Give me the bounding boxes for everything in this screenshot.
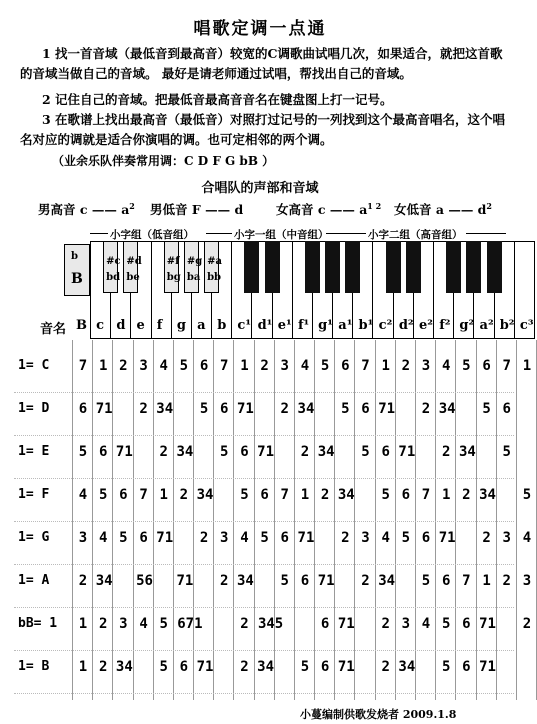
solfege-cell: 5 — [441, 616, 451, 632]
solfege-cell: 3 — [139, 358, 148, 374]
solfege-cell: 5 — [199, 401, 209, 417]
note-name: d¹ — [257, 318, 273, 333]
solfege-cell: 3 — [502, 530, 511, 546]
solfege-cell: 71 — [438, 530, 456, 546]
solfege-cell: 2 — [502, 573, 511, 589]
solfege-cell: 5 — [361, 444, 370, 460]
solfege-cell: 6 — [260, 487, 269, 503]
solfege-cell: 34 — [438, 401, 456, 417]
solfege-cell: 6 — [401, 487, 411, 503]
grid-line — [153, 340, 154, 700]
note-name-header: 音名 — [40, 322, 67, 337]
row-key-label: 1= D — [18, 401, 50, 416]
solfege-cell: 5 — [341, 401, 350, 417]
note-name: g¹ — [318, 318, 333, 333]
group-label-high: 小字二组（高音组） — [368, 229, 463, 241]
note-name: a² — [479, 318, 494, 333]
solfege-cell: 3 — [119, 616, 128, 632]
solfege-cell: 6 — [462, 659, 471, 675]
black-key-label: #c — [106, 256, 121, 267]
solfege-cell: 4 — [78, 487, 88, 503]
solfege-cell: 34 — [378, 573, 396, 589]
note-name: c — [96, 318, 105, 333]
row-key-label: 1= C — [18, 358, 50, 373]
solfege-cell: 3 — [78, 530, 88, 546]
black-key — [164, 241, 179, 293]
solfege-cell: 6 — [502, 401, 511, 417]
grid-line — [274, 340, 275, 700]
solfege-cell: 5 — [220, 444, 229, 460]
grid-line — [233, 340, 234, 700]
grid-line — [334, 340, 335, 700]
row-separator — [14, 650, 514, 651]
solfege-cell: 2 — [482, 530, 491, 546]
row-key-label: 1= B — [18, 659, 50, 674]
solfege-cell: 2 — [260, 358, 269, 374]
solfege-cell: 2 — [240, 659, 249, 675]
black-key — [204, 241, 222, 293]
black-key-label: #g — [186, 256, 203, 267]
solfege-cell: 6 — [361, 401, 370, 417]
solfege-cell: 5 — [441, 659, 451, 675]
grid-line — [112, 340, 113, 700]
black-key-label: bb — [207, 272, 222, 283]
row-separator — [14, 564, 514, 565]
black-key-label: #d — [126, 256, 142, 267]
solfege-cell: 6 — [462, 616, 471, 632]
group-line — [90, 233, 108, 234]
row-separator — [14, 392, 514, 393]
solfege-cell: 345 — [257, 616, 284, 632]
solfege-cell: 6 — [98, 444, 108, 460]
solfege-cell: 2 — [139, 401, 148, 417]
solfege-cell: 71 — [156, 530, 174, 546]
solfege-cell: 7 — [280, 487, 289, 503]
black-key-bb: b B — [64, 244, 90, 296]
solfege-cell: 34 — [257, 659, 275, 675]
solfege-cell: 5 — [119, 530, 128, 546]
solfege-cell: 71 — [196, 659, 214, 675]
solfege-cell: 5 — [320, 358, 330, 374]
solfege-cell: 2 — [320, 487, 330, 503]
black-key — [244, 241, 259, 293]
solfege-cell: 2 — [300, 444, 310, 460]
solfege-cell: 7 — [220, 358, 229, 374]
solfege-cell: 34 — [115, 659, 133, 675]
solfege-cell: 2 — [159, 444, 168, 460]
black-key — [265, 241, 280, 293]
note-name: e¹ — [277, 318, 292, 333]
solfege-cell: 2 — [199, 530, 209, 546]
group-line — [466, 233, 506, 234]
solfege-cell: 1 — [300, 487, 310, 503]
paragraph-2: 2 记住自己的音域。把最低音最高音音名在键盘图上打一记号。 — [42, 92, 393, 107]
grid-line — [435, 340, 436, 700]
solfege-cell: 34 — [176, 444, 194, 460]
grid-line — [92, 340, 93, 700]
page-title: 唱歌定调一点通 — [193, 19, 327, 39]
black-key-label: ba — [186, 272, 201, 283]
paragraph-3: 3 在歌谱上找出最高音（最低音）对照打过记号的一列找到这个最高音唱名，这个唱名对应的调就是适合你演唱的调。也可定相邻的两个调。 — [20, 112, 506, 147]
solfege-cell: 2 — [381, 659, 390, 675]
row-key-label: 1= G — [18, 530, 50, 545]
row-key-label: 1= A — [18, 573, 50, 588]
group-label-low: 小字组（低音组） — [110, 229, 194, 241]
solfege-cell: 1 — [441, 487, 451, 503]
solfege-cell: 6 — [119, 487, 128, 503]
note-name: d — [116, 318, 126, 333]
note-name: d² — [398, 318, 414, 333]
paragraph-1: 1 找一首音域（最低音到最高音）较宽的C调歌曲试唱几次，如果适合，就把这首歌的音域当做自己的音域。 最好是请老师通过试唱，帮找出自己的音域。 — [20, 46, 503, 81]
solfege-cell: 34 — [337, 487, 355, 503]
note-name: a¹ — [338, 318, 353, 333]
black-key-label: bd — [106, 272, 121, 283]
solfege-cell: 5 — [159, 659, 168, 675]
solfege-cell: 7 — [462, 573, 471, 589]
solfege-cell: 34 — [236, 573, 254, 589]
solfege-cell: 7 — [361, 358, 370, 374]
grid-line — [455, 340, 456, 700]
solfege-cell: 5 — [522, 487, 532, 503]
solfege-cell: 2 — [462, 487, 471, 503]
row-separator — [14, 521, 514, 522]
black-key — [446, 241, 461, 293]
black-key — [487, 241, 502, 293]
solfege-cell: 7 — [139, 487, 148, 503]
black-key — [123, 241, 142, 293]
solfege-cell: 5 — [401, 530, 411, 546]
solfege-cell: 2 — [361, 573, 370, 589]
solfege-cell: 4 — [159, 358, 168, 374]
solfege-cell: 671 — [177, 616, 203, 632]
solfege-cell: 2 — [240, 616, 249, 632]
solfege-cell: 5 — [482, 401, 491, 417]
black-key — [184, 241, 203, 293]
note-name: e² — [419, 318, 433, 333]
solfege-cell: 2 — [98, 659, 108, 675]
solfege-cell: 6 — [280, 530, 289, 546]
note-name: c² — [378, 318, 393, 333]
solfege-cell: 3 — [522, 573, 532, 589]
solfege-cell: 2 — [421, 401, 431, 417]
grid-line — [375, 340, 376, 700]
note-name: B — [76, 318, 87, 333]
solfege-cell: 5 — [240, 487, 249, 503]
range-bass: 男低音 F —— d — [150, 202, 244, 217]
range-alto: 女低音 a —— $d^2$ — [394, 200, 492, 217]
black-key-label: #f — [166, 256, 180, 267]
black-key — [305, 241, 320, 293]
note-name: c³ — [519, 318, 534, 333]
note-name: f¹ — [297, 318, 310, 333]
solfege-cell: 1 — [98, 358, 108, 374]
solfege-cell: 34 — [95, 573, 113, 589]
solfege-cell: 1 — [522, 358, 532, 374]
solfege-cell: 3 — [220, 530, 229, 546]
solfege-cell: 5 — [280, 573, 289, 589]
solfege-cell: 71 — [337, 659, 355, 675]
range-tenor: 男高音 c —— $a^2$ — [38, 200, 135, 217]
grid-line — [395, 340, 396, 700]
note-name: f — [156, 318, 163, 333]
row-separator — [14, 607, 514, 608]
grid-line — [314, 340, 315, 700]
solfege-cell: 1 — [240, 358, 249, 374]
solfege-cell: 71 — [479, 659, 496, 675]
solfege-cell: 2 — [280, 401, 289, 417]
note-name: g² — [459, 318, 475, 333]
solfege-cell: 6 — [320, 616, 330, 632]
solfege-cell: 1 — [78, 659, 88, 675]
solfege-cell: 6 — [300, 573, 310, 589]
row-key-label: bB= 1 — [18, 616, 58, 631]
black-key — [466, 241, 481, 293]
voice-ranges — [38, 200, 518, 220]
solfege-cell: 6 — [179, 659, 189, 675]
solfege-cell: 3 — [401, 616, 411, 632]
solfege-cell: 1 — [78, 616, 88, 632]
solfege-cell: 3 — [361, 530, 370, 546]
solfege-cell: 6 — [139, 530, 148, 546]
solfege-cell: 5 — [260, 530, 269, 546]
solfege-cell: 4 — [421, 616, 431, 632]
solfege-cell: 5 — [159, 616, 168, 632]
solfege-cell: 34 — [458, 444, 476, 460]
solfege-cell: 1 — [381, 358, 390, 374]
solfege-cell: 2 — [441, 444, 451, 460]
solfege-cell: 2 — [98, 616, 108, 632]
solfege-cell: 56 — [136, 573, 153, 589]
solfege-cell: 5 — [381, 487, 390, 503]
black-key — [386, 241, 401, 293]
row-separator — [14, 435, 514, 436]
solfege-cell: 71 — [337, 616, 355, 632]
black-key — [406, 241, 421, 293]
solfege-cell: 2 — [119, 358, 128, 374]
solfege-cell: 6 — [482, 358, 491, 374]
row-separator — [14, 478, 514, 479]
grid-line — [72, 340, 73, 700]
solfege-cell: 71 — [378, 401, 396, 417]
group-label-mid: 小字一组（中音组） — [234, 229, 329, 241]
solfege-cell: 71 — [95, 401, 113, 417]
solfege-cell: 6 — [381, 444, 390, 460]
choir-title: 合唱队的声部和音域 — [201, 181, 319, 196]
solfege-cell: 6 — [320, 659, 330, 675]
note-name: f² — [439, 318, 451, 333]
solfege-cell: 2 — [78, 573, 88, 589]
solfege-cell: 5 — [502, 444, 511, 460]
note-name: b¹ — [358, 318, 374, 333]
solfege-cell: 6 — [341, 358, 350, 374]
solfege-cell: 3 — [280, 358, 289, 374]
solfege-cell: 3 — [421, 358, 431, 374]
note-name: g — [176, 318, 186, 333]
grid-line — [476, 340, 477, 700]
grid-line — [173, 340, 174, 700]
grid-line — [294, 340, 295, 700]
black-key — [325, 241, 340, 293]
note-name: b — [217, 318, 227, 333]
note-name: b² — [499, 318, 515, 333]
solfege-cell: 4 — [441, 358, 451, 374]
solfege-cell: 5 — [300, 659, 310, 675]
solfege-cell: 1 — [482, 573, 491, 589]
group-line — [326, 233, 366, 234]
solfege-cell: 34 — [196, 487, 214, 503]
solfege-cell: 71 — [115, 444, 133, 460]
solfege-cell: 71 — [176, 573, 194, 589]
solfege-cell: 6 — [220, 401, 229, 417]
solfege-cell: 4 — [300, 358, 310, 374]
solfege-cell: 1 — [159, 487, 168, 503]
black-key-label: be — [126, 272, 140, 283]
black-key-label: bg — [166, 272, 181, 283]
solfege-cell: 34 — [297, 401, 315, 417]
solfege-cell: 34 — [479, 487, 496, 503]
solfege-cell: 7 — [421, 487, 431, 503]
grid-line — [213, 340, 214, 700]
grid-line — [496, 340, 497, 700]
common-keys-note: （业余乐队伴奏常用调：C D F G bB ） — [52, 154, 275, 168]
group-line — [206, 233, 232, 234]
solfege-cell: 34 — [156, 401, 174, 417]
solfege-cell: 5 — [179, 358, 189, 374]
grid-line — [516, 340, 517, 700]
black-key — [345, 241, 360, 293]
grid-line — [254, 340, 255, 700]
solfege-cell: 6 — [441, 573, 451, 589]
solfege-cell: 34 — [398, 659, 416, 675]
solfege-cell: 4 — [139, 616, 148, 632]
grid-line — [354, 340, 355, 700]
solfege-cell: 71 — [479, 616, 496, 632]
solfege-cell: 34 — [317, 444, 335, 460]
row-separator — [14, 693, 514, 694]
range-soprano: 女高音 c —— $a^{1 2}$ — [276, 200, 382, 217]
footer-credit: 小蔓编制供歌发烧者 2009.1.8 — [300, 708, 457, 721]
solfege-cell: 71 — [236, 401, 254, 417]
solfege-cell: 2 — [179, 487, 189, 503]
solfege-cell: 6 — [240, 444, 249, 460]
solfege-cell: 6 — [78, 401, 88, 417]
row-key-label: 1= F — [18, 487, 50, 502]
solfege-cell: 71 — [398, 444, 416, 460]
solfege-cell: 71 — [257, 444, 275, 460]
solfege-cell: 4 — [381, 530, 390, 546]
grid-line — [415, 340, 416, 700]
note-name: e — [136, 318, 145, 333]
solfege-cell: 6 — [199, 358, 209, 374]
solfege-cell: 2 — [401, 358, 411, 374]
note-name: c¹ — [237, 318, 252, 333]
grid-line — [193, 340, 194, 700]
note-name: a — [197, 318, 206, 333]
grid-line — [133, 340, 134, 700]
solfege-cell: 2 — [522, 616, 532, 632]
solfege-cell: 71 — [317, 573, 335, 589]
solfege-cell: 71 — [297, 530, 315, 546]
solfege-cell: 4 — [240, 530, 249, 546]
solfege-cell: 4 — [98, 530, 108, 546]
black-key-label: #a — [207, 256, 222, 267]
solfege-cell: 7 — [78, 358, 88, 374]
solfege-cell: 5 — [421, 573, 431, 589]
solfege-cell: 6 — [421, 530, 431, 546]
solfege-cell: 5 — [462, 358, 471, 374]
solfege-cell: 5 — [78, 444, 88, 460]
solfege-cell: 5 — [98, 487, 108, 503]
row-key-label: 1= E — [18, 444, 50, 459]
solfege-cell: 2 — [220, 573, 229, 589]
solfege-cell: 4 — [522, 530, 532, 546]
solfege-cell: 7 — [502, 358, 511, 374]
black-key — [103, 241, 121, 293]
solfege-cell: 2 — [381, 616, 390, 632]
solfege-cell: 2 — [341, 530, 350, 546]
